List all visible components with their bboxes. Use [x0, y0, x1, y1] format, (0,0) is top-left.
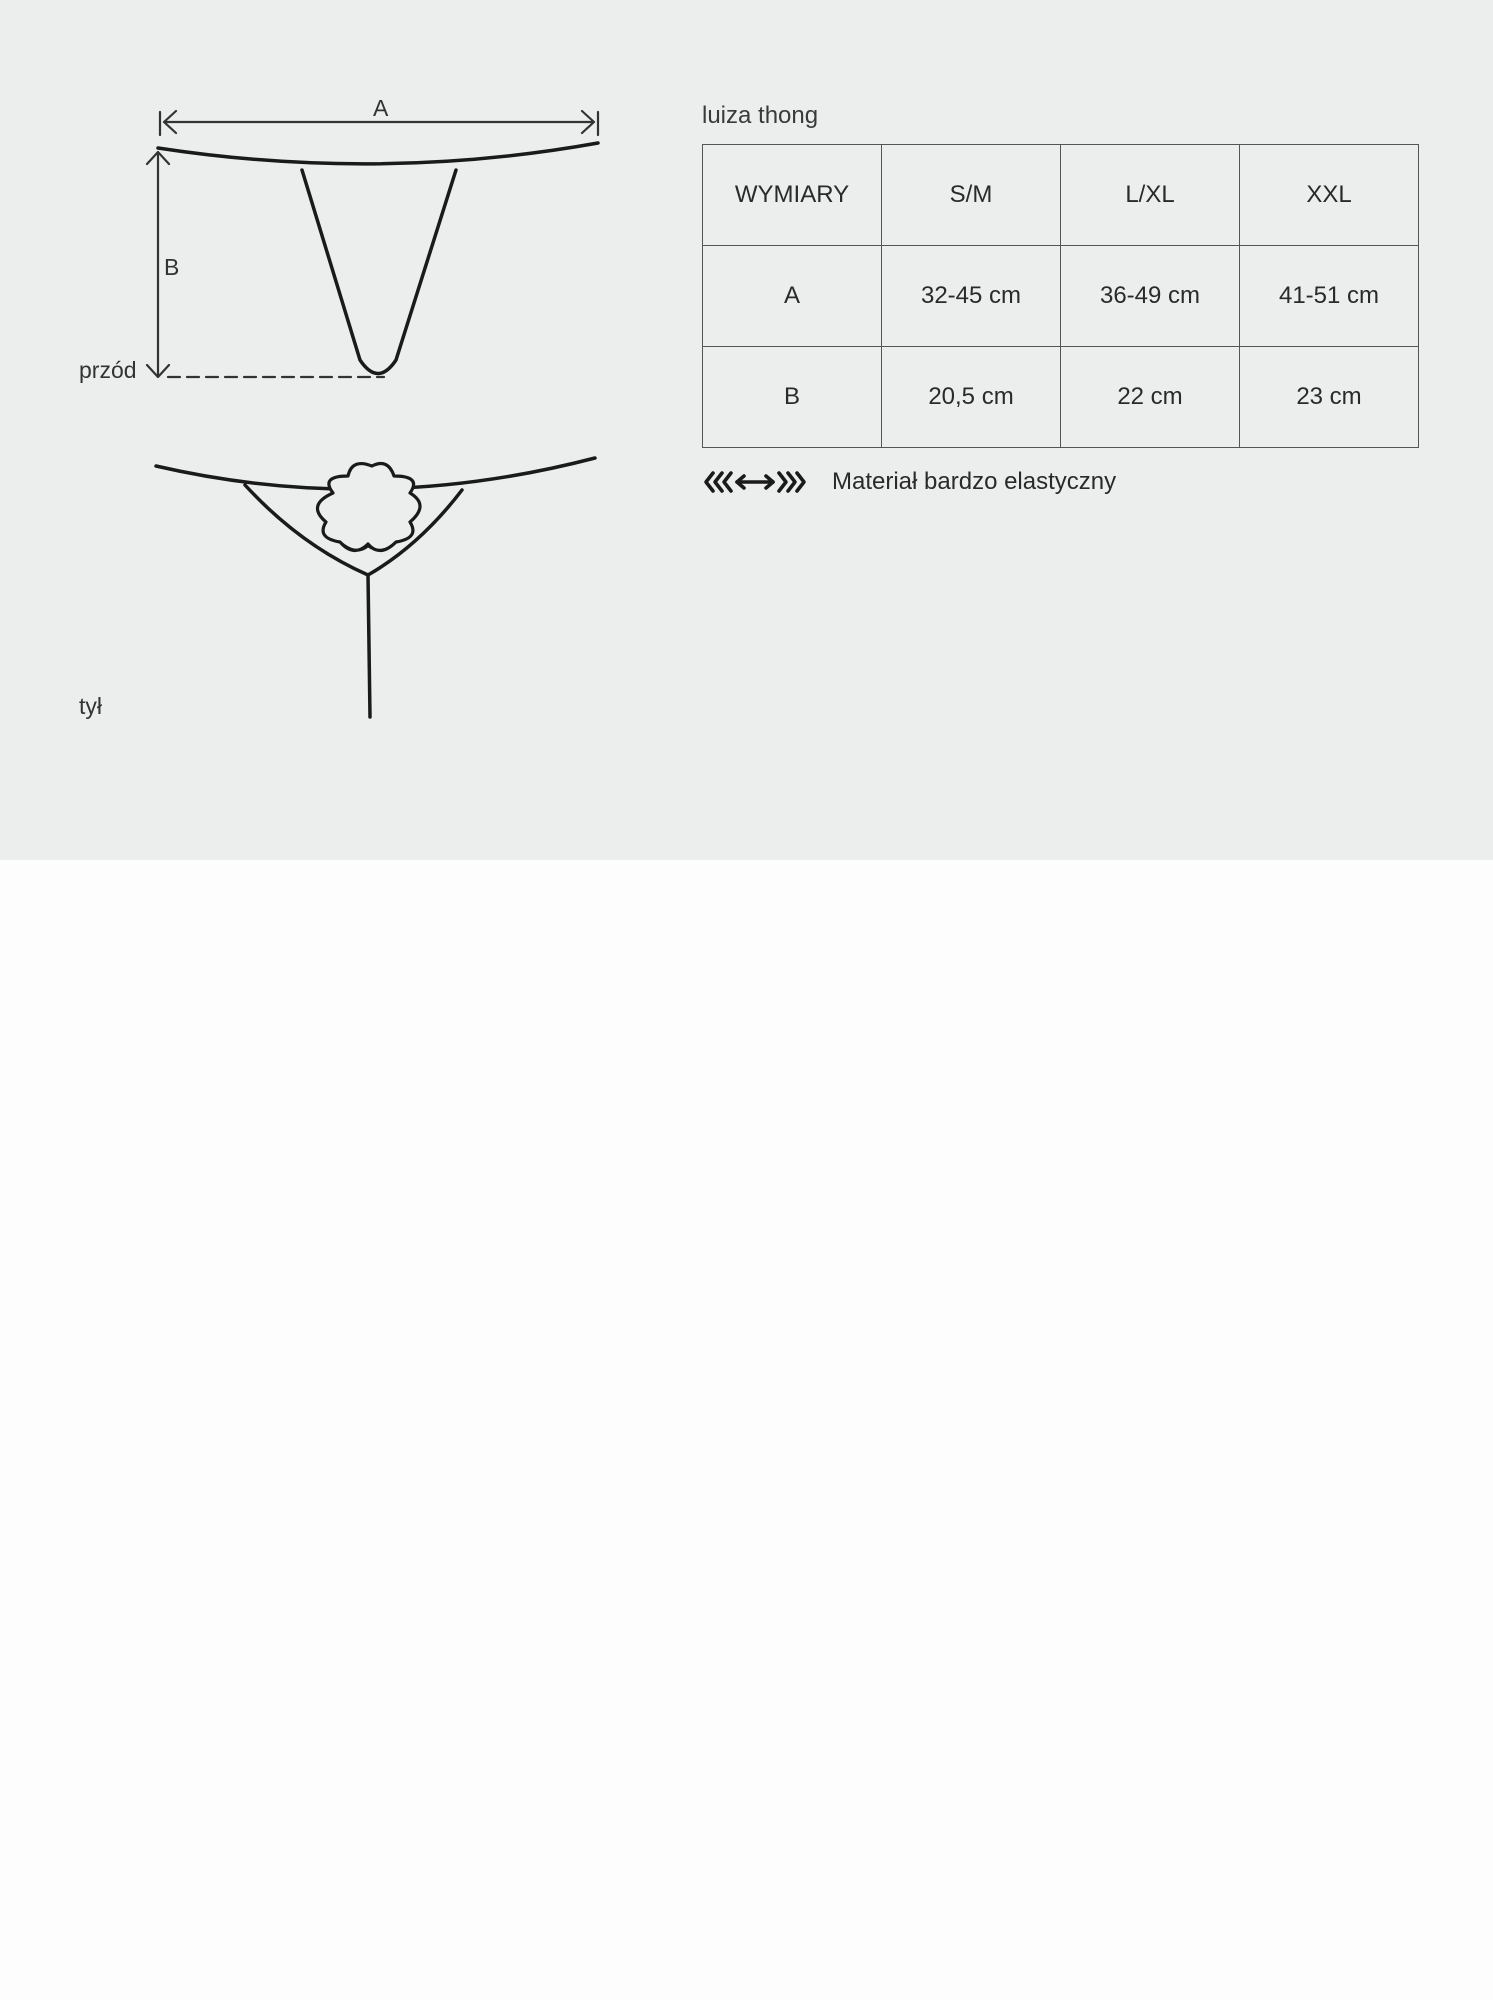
- table-cell: B: [703, 347, 882, 448]
- table-cell: A: [703, 246, 882, 347]
- back-flower-icon: [317, 464, 420, 551]
- table-cell: 32-45 cm: [882, 246, 1061, 347]
- product-title: luiza thong: [702, 102, 819, 129]
- table-cell: 22 cm: [1061, 347, 1240, 448]
- table-header-cell: WYMIARY: [703, 145, 882, 246]
- size-table: [702, 144, 1419, 448]
- legend-text: Materiał bardzo elastyczny: [832, 468, 1117, 495]
- front-waistband: [158, 143, 598, 164]
- back-view-label: tył: [79, 693, 102, 719]
- size-chart-panel: [0, 0, 1493, 860]
- front-pouch: [302, 170, 456, 374]
- dimension-b-label: B: [164, 254, 180, 280]
- table-cell: 23 cm: [1240, 347, 1419, 448]
- table-header-cell: S/M: [882, 145, 1061, 246]
- dimension-a-label: A: [373, 95, 389, 121]
- front-view-label: przód: [79, 357, 137, 383]
- table-header-cell: L/XL: [1061, 145, 1240, 246]
- table-header-row: [703, 145, 1419, 246]
- table-cell: 20,5 cm: [882, 347, 1061, 448]
- legend: [702, 468, 1116, 496]
- table-header-cell: XXL: [1240, 145, 1419, 246]
- back-string: [368, 575, 370, 717]
- table-cell: 36-49 cm: [1061, 246, 1240, 347]
- table-row: [703, 347, 1419, 448]
- table-row: [703, 246, 1419, 347]
- table-cell: 41-51 cm: [1240, 246, 1419, 347]
- stretch-arrows-icon: [702, 468, 808, 496]
